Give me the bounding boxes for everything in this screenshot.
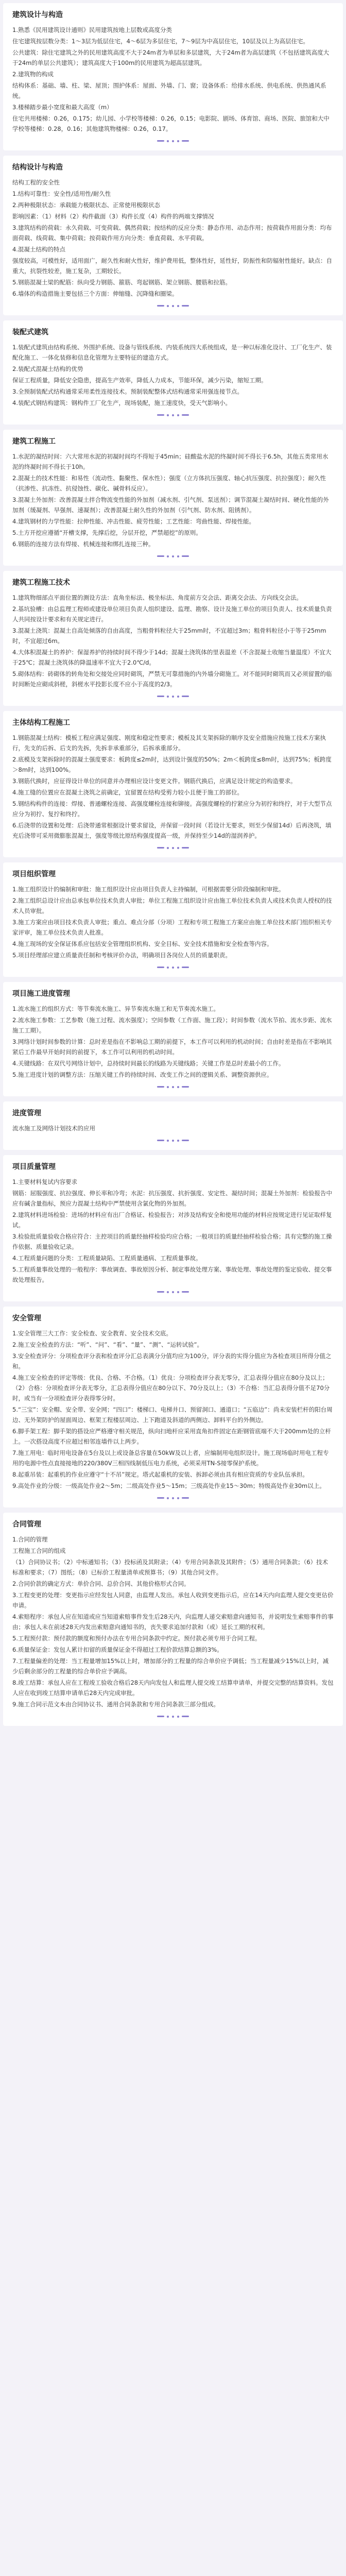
section-paragraph: 3.检验批质量验收合格应符合：主控项目的质量经抽样检验均应合格；一般项目的质量经抽样检验合格；具有完整的施工操作依据、质量验收记录。 [12, 1233, 332, 1250]
divider-dash-icon [157, 414, 164, 416]
divider-dot-icon [172, 555, 174, 557]
section-paragraph: 1.结构可靠性：安全性/适用性/耐久性 [12, 190, 111, 197]
divider-dot-icon [177, 1140, 179, 1142]
divider-dot-icon [167, 555, 169, 557]
section-card [3, 982, 343, 1096]
divider-dot-icon [167, 696, 169, 698]
section-divider [12, 1083, 334, 1090]
divider-dot-icon [172, 140, 174, 142]
divider-dot-icon [172, 967, 174, 969]
section-paragraph: 3.全预制装配式结构通常采用柔性连接技术。预制装配整体式结构通常采用强连接节点。 [12, 388, 243, 395]
divider-dot-icon [177, 967, 179, 969]
section-paragraph: 1.安全管理三大工作：安全检查、安全教育、安全技术交底。 [12, 1330, 172, 1337]
section-paragraph: 2.施工组织总设计应由总承包单位技术负责人审批；单位工程施工组织设计应由施工单位技术负责人或技术负责人授权的技术人员审批。 [12, 897, 332, 914]
divider-dot-icon [177, 1716, 179, 1718]
section-paragraph: 住宅共用楼梯：0.26，0.175；幼儿园、小学校等楼梯：0.26，0.15；电影院、剧场、体育馆、商场、医院、旅馆和大中学校等楼梯：0.28，0.16；其他建筑物楼梯：0.26，0.17。 [12, 115, 330, 132]
section-paragraph: 4.索赔程序：承包人应在知道或应当知道索赔事件发生后28天内，向监理人递交索赔意向通知书，并说明发生索赔事件的事由；承包人未在前述28天内发出索赔意向通知书的，丧失要求追加付款和（或）延长工期的权利。 [12, 1613, 334, 1631]
section-paragraph: 5.钢结构构件的连接：焊接、普通螺栓连接、高强度螺栓连接和铆接。高强度螺栓的拧紧应分为初拧和终拧，对于大型节点应分为初拧、复拧和终拧。 [12, 800, 332, 818]
section-title: 项目质量管理 [12, 1163, 56, 1171]
section-paragraph: 1.流水施工的组织方式：等节奏流水施工、异节奏流水施工和无节奏流水施工。 [12, 1005, 219, 1012]
section-paragraph: 1.水泥的凝结时间：六大常用水泥的初凝时间均不得短于45min；硅酸盐水泥的终凝时间不得长于6.5h，其他五类常用水泥的终凝时间不得长于10h。 [12, 453, 328, 470]
section-paragraph: 5.工程预付款：预付款的额度和预付办法在专用合同条款中约定。预付款必须专用于合同工程。 [12, 1635, 261, 1642]
section-paragraph: 2.装配式混凝土结构的优势 [12, 365, 83, 372]
section-card [3, 1101, 343, 1150]
section-paragraph: 3.网络计划时间参数的计算：总时差是指在不影响总工期的前提下，本工作可以利用的机动时间；自由时差是指在不影响其紧后工作最早开始时间的前提下，本工作可以利用的机动时间。 [12, 1038, 332, 1056]
divider-dash-icon [157, 1140, 164, 1141]
section-paragraph: 1.钢筋混凝土结构：模板工程应满足强度、刚度和稳定性要求；模板及其支架拆除的顺序及安全措施应按施工技术方案执行，先支的后拆、后支的先拆，先拆非承重部分，后拆承重部分。 [12, 734, 326, 752]
divider-dash-icon [157, 1497, 164, 1499]
section-paragraph: 钢筋：屈服强度、抗拉强度、伸长率和冷弯；水泥：抗压强度、抗折强度、安定性、凝结时间；混凝土外加剂：检验报告中应有碱含量指标，预应力混凝土结构中严禁使用含氯化物的外加剂。 [12, 1190, 332, 1207]
section-divider [12, 692, 334, 700]
divider-dash-icon [157, 1291, 164, 1293]
section-paragraph: 住宅建筑按层数分类：1～3层为低层住宅，4～6层为多层住宅，7～9层为中高层住宅，10层及以上为高层住宅。 [12, 38, 309, 45]
divider-dash-icon [182, 847, 189, 849]
section-paragraph: 2.基坑验槽：由总监理工程师或建设单位项目负责人组织建设、监理、勘察、设计及施工单位的项目负责人、技术质量负责人共同按设计要求和有关规定进行。 [12, 605, 332, 623]
divider-dot-icon [177, 696, 179, 698]
divider-dot-icon [167, 967, 169, 969]
divider-dot-icon [177, 140, 179, 142]
divider-dot-icon [167, 305, 169, 307]
divider-dot-icon [172, 1291, 174, 1293]
divider-dash-icon [157, 140, 164, 142]
section-paragraph: 5.砌体结构：砖砌体的转角处和交接处应同时砌筑，严禁无可靠措施的内外墙分砌施工。对不能同时砌筑而又必须留置的临时间断处应砌成斜槎，斜槎水平投影长度不应小于高度的2/3。 [12, 670, 332, 688]
divider-dash-icon [182, 555, 189, 557]
divider-dot-icon [177, 1291, 179, 1293]
section-paragraph: 结构体系：基础、墙、柱、梁、屋顶；围护体系：屋面、外墙、门、窗；设备体系：给排水系统、供电系统、供热通风系统。 [12, 82, 326, 99]
divider-dash-icon [182, 1086, 189, 1088]
section-divider [12, 844, 334, 851]
section-paragraph: 7.施工用电：临时用电设备在5台及以上或设备总容量在50kW及以上者，应编制用电组织设计。施工现场临时用电工程专用的电源中性点直接接地的220/380V三相四线制低压电力系统，必须采用TN-S接零保护系统。 [12, 1449, 329, 1467]
section-paragraph: 2.建筑材料进场检验：进场的材料应有出厂合格证、检验报告；对涉及结构安全和使用功能的材料应按规定进行见证取样复试。 [12, 1211, 332, 1229]
section-paragraph: 6.脚手架工程：脚手架的搭设应严格遵守相关规范，纵向扫地杆应采用直角扣件固定在距钢管底端不大于200mm处的立杆上。一次搭设高度不应超过相邻连墙件以上两步。 [12, 1428, 331, 1445]
section-paragraph: 4.工程质量问题的分类：工程质量缺陷、工程质量通病、工程质量事故。 [12, 1255, 202, 1262]
section-card [3, 711, 343, 857]
divider-dash-icon [157, 1086, 164, 1088]
section-card [3, 571, 343, 706]
section-card [3, 1155, 343, 1301]
section-divider [12, 302, 334, 309]
divider-dash-icon [182, 414, 189, 416]
section-divider [12, 1713, 334, 1720]
section-paragraph: 工程施工合同的组成 [12, 1547, 66, 1554]
section-paragraph: 3.钢筋代换时，应征得设计单位的同意并办理相应设计变更文件。钢筋代换后，应满足设计规定的构造要求。 [12, 777, 297, 785]
section-paragraph: 5.“三宝”：安全帽、安全带、安全网；“四口”：楼梯口、电梯井口、预留洞口、通道口；“五临边”：尚未安装栏杆的阳台周边、无外架防护的屋面周边、框架工程楼层周边、上下跑道及斜道的两侧边、卸料平台的外侧边。 [12, 1406, 333, 1423]
section-paragraph: 1.主要材料复试内容要求 [12, 1178, 77, 1185]
divider-dot-icon [167, 1716, 169, 1718]
section-title: 项目施工进度管理 [12, 990, 70, 998]
section-paragraph: 1.合同的管理 [12, 1536, 48, 1543]
section-card [3, 1307, 343, 1507]
section-paragraph: 公共建筑：除住宅建筑之外的民用建筑高度不大于24m者为单层和多层建筑，大于24m者为高层建筑（不包括建筑高度大于24m的单层公共建筑）；建筑高度大于100m的民用建筑为超高层建筑。 [12, 49, 330, 66]
divider-dash-icon [157, 696, 164, 697]
section-divider [12, 1494, 334, 1501]
section-paragraph: 8.竣工结算：承包人应在工程竣工验收合格后28天内向发包人和监理人提交竣工结算申请单，并提交完整的结算资料。发包人应在收到竣工结算申请单后28天内完成审批。 [12, 1679, 334, 1697]
divider-dash-icon [182, 1716, 189, 1717]
section-paragraph: 3.施工方案应由项目技术负责人审批；重点、难点分部（分项）工程和专项工程施工方案应由施工单位技术部门组织相关专家评审，施工单位技术负责人批准。 [12, 919, 332, 936]
section-card [3, 862, 343, 977]
section-title: 建筑工程施工技术 [12, 579, 70, 587]
divider-dot-icon [167, 847, 169, 849]
section-card [3, 156, 343, 315]
divider-dot-icon [177, 847, 179, 849]
section-paragraph: 4.混凝土结构的特点 [12, 246, 65, 253]
section-title: 建筑设计与构造 [12, 11, 63, 19]
divider-dot-icon [172, 1497, 174, 1499]
section-paragraph: 5.项目经理部应建立质量责任制和考核评价办法，明确项目各岗位人员的质量职责。 [12, 952, 231, 959]
divider-dash-icon [182, 1140, 189, 1141]
divider-dash-icon [182, 967, 189, 968]
section-paragraph: 5.钢筋混凝土梁的配筋：纵向受力钢筋、箍筋、弯起钢筋、架立钢筋、腰筋和拉筋。 [12, 279, 231, 286]
section-paragraph: 4.装配式钢结构建筑：钢构件工厂化生产，现场装配，施工速度快，受天气影响小。 [12, 399, 231, 406]
section-title: 主体结构工程施工 [12, 719, 70, 727]
section-paragraph: 3.楼梯踏步最小宽度和最大高度（m） [12, 104, 113, 111]
section-paragraph: 3.混凝土外加剂：改善混凝土拌合物流变性能的外加剂（减水剂、引气剂、泵送剂）；调节混凝土凝结时间、硬化性能的外加剂（缓凝剂、早强剂、速凝剂）；改善混凝土耐久性的外加剂（引气剂、防水剂、阻锈剂）。 [12, 496, 329, 514]
section-paragraph: 2.两种极限状态：承载能力极限状态、正常使用极限状态 [12, 201, 160, 209]
divider-dot-icon [177, 414, 179, 416]
section-title: 进度管理 [12, 1109, 41, 1117]
section-paragraph: 强度较高，可模性好，适用面广，耐久性和耐火性好，维护费用低，整体性好，延性好，防振性和防辐射性能好。缺点：自重大，抗裂性较差，施工复杂，工期较长。 [12, 257, 332, 275]
divider-dot-icon [167, 1291, 169, 1293]
section-paragraph: 3.混凝土浇筑：混凝土自高处倾落的自由高度，当粗骨料粒径大于25mm时，不宜超过3m；粗骨料粒径小于等于25mm时，不宜超过6m。 [12, 627, 326, 645]
divider-dash-icon [157, 967, 164, 968]
divider-dot-icon [172, 847, 174, 849]
section-title: 装配式建筑 [12, 328, 48, 336]
section-paragraph: 4.施工现场的安全保证体系应包括安全管理组织机构、安全目标、安全技术措施和安全检查等内容。 [12, 940, 273, 947]
section-paragraph: 1.熟悉《民用建筑设计通则》民用建筑按地上层数或高度分类 [12, 26, 172, 33]
divider-dot-icon [177, 1086, 179, 1088]
section-paragraph: 流水施工及网络计划技术的应用 [12, 1125, 95, 1132]
section-divider [12, 137, 334, 144]
divider-dash-icon [157, 1716, 164, 1717]
divider-dash-icon [182, 140, 189, 142]
section-divider [12, 411, 334, 418]
section-paragraph: 4.施工缝的位置应在混凝土浇筑之前确定，宜留置在结构受剪力较小且便于施工的部位。 [12, 789, 243, 796]
section-paragraph: 5.工程质量事故处理的一般程序：事故调查、事故原因分析、制定事故处理方案、事故处理、事故处理的鉴定验收、提交事故处理报告。 [12, 1266, 332, 1283]
section-paragraph: 结构工程的安全性 [12, 179, 60, 186]
section-title: 安全管理 [12, 1314, 41, 1323]
section-paragraph: 4.建筑钢材的力学性能：拉伸性能、冲击性能、疲劳性能；工艺性能：弯曲性能、焊接性能。 [12, 518, 255, 525]
section-paragraph: 2.混凝土的技术性能：和易性（流动性、黏聚性、保水性）；强度（立方体抗压强度、轴心抗压强度、抗拉强度）；耐久性（抗渗性、抗冻性、抗侵蚀性、碳化、碱骨料反应）。 [12, 474, 326, 492]
section-paragraph: 1.建筑物细部点平面位置的测设方法：直角坐标法、极坐标法、角度前方交会法、距离交会法、方向线交会法。 [12, 594, 302, 601]
section-paragraph: 3.安全检查评分：分项检查评分表和检查评分汇总表满分分值均应为100分，评分表的实得分值应为各检查项目所得分值之和。 [12, 1352, 332, 1370]
section-paragraph: 2.合同价款的确定方式：单价合同、总价合同、其他价格形式合同。 [12, 1580, 190, 1587]
divider-dot-icon [172, 414, 174, 416]
section-paragraph: 2.流水施工参数：工艺参数（施工过程、流水强度）；空间参数（工作面、施工段）；时间参数（流水节拍、流水步距、流水施工工期）。 [12, 1016, 332, 1034]
section-card [3, 1513, 343, 1726]
divider-dot-icon [177, 305, 179, 307]
divider-dot-icon [172, 696, 174, 698]
divider-dot-icon [167, 140, 169, 142]
section-divider [12, 552, 334, 560]
section-card [3, 3, 343, 150]
section-paragraph: 9.施工合同示范文本由合同协议书、通用合同条款和专用合同条款三部分组成。 [12, 1701, 219, 1708]
section-paragraph: 5.土方开挖应遵循“开槽支撑，先撑后挖，分层开挖，严禁超挖”的原则。 [12, 529, 202, 536]
divider-dot-icon [167, 1086, 169, 1088]
divider-dash-icon [182, 1497, 189, 1499]
section-paragraph: 4.关键线路：在双代号网络计划中，总持续时间最长的线路为关键线路；关键工作是总时差最小的工作。 [12, 1060, 285, 1067]
section-paragraph: 4.施工安全检查的评定等级：优良、合格、不合格。（1）优良：分项检查评分表无零分，汇总表得分值应在80分及以上；（2）合格：分项检查评分表无零分，汇总表得分值应在80分以下、70分及以上；（3）不合格：当汇总表得分值不足70分时，或当有一分项检查评分表得零分时。 [12, 1374, 330, 1402]
divider-dash-icon [182, 696, 189, 697]
divider-dot-icon [167, 1497, 169, 1499]
divider-dash-icon [182, 1291, 189, 1293]
divider-dash-icon [157, 847, 164, 849]
divider-dot-icon [172, 305, 174, 307]
section-paragraph: 2.建筑物的构成 [12, 71, 54, 78]
section-paragraph: （1）合同协议书；（2）中标通知书；（3）投标函及其附录；（4）专用合同条款及其附件；（5）通用合同条款；（6）技术标准和要求；（7）图纸；（8）已标价工程量清单或预算书；（9）其他合同文件。 [12, 1558, 328, 1576]
divider-dash-icon [182, 305, 189, 307]
section-paragraph: 3.建筑结构的荷载：永久荷载、可变荷载、偶然荷载；按结构的反应分类：静态作用、动态作用；按荷载作用面分类：均布面荷载、线荷载、集中荷载；按荷载作用方向分类：垂直荷载、水平荷载。 [12, 224, 332, 242]
section-title: 建筑工程施工 [12, 437, 56, 446]
section-paragraph: 6.钢筋的连接方法有焊接、机械连接和绑扎连接三种。 [12, 540, 154, 548]
section-paragraph: 影响因素：（1）材料（2）构件截面（3）构件长度（4）构件的两端支撑情况 [12, 213, 214, 220]
section-title: 合同管理 [12, 1520, 41, 1529]
section-paragraph: 1.施工组织设计的编制和审批：施工组织设计应由项目负责人主持编制，可根据需要分阶段编制和审批。 [12, 886, 285, 893]
divider-dot-icon [172, 1140, 174, 1142]
section-paragraph: 2.施工安全检查的方法：“听”、“问”、“看”、“量”、“测”、“运转试验”。 [12, 1341, 203, 1348]
divider-dot-icon [172, 1086, 174, 1088]
section-paragraph: 5.施工进度计划的调整方法：压缩关键工作的持续时间、改变工作之间的逻辑关系、调整资源供应。 [12, 1071, 273, 1078]
divider-dash-icon [157, 305, 164, 307]
section-paragraph: 6.质量保证金：发包人累计扣留的质量保证金不得超过工程价款结算总额的3%。 [12, 1646, 223, 1653]
section-card [3, 430, 343, 566]
section-paragraph: 9.高处作业的分级：一级高处作业2～5m；二级高处作业5～15m；三级高处作业15～30m；特级高处作业30m以上。 [12, 1482, 325, 1489]
divider-dot-icon [167, 414, 169, 416]
section-paragraph: 保证工程质量，降低安全隐患，提高生产效率，降低人力成本，节能环保，减少污染，缩短工期。 [12, 377, 267, 384]
section-paragraph: 1.装配式建筑由结构系统、外围护系统、设备与管线系统、内装系统四大系统组成，是一种以标准化设计、工厂化生产、装配化施工、一体化装修和信息化管理为主要特征的建造方式。 [12, 344, 332, 361]
section-paragraph: 2.底模及支架拆除时的混凝土强度要求：板跨度≤2m时，达到设计强度的50%；2m＜板跨度≤8m时，达到75%；板跨度＞8m时，达到100%。 [12, 756, 332, 773]
divider-dot-icon [172, 1716, 174, 1718]
section-paragraph: 8.起重吊装：起重机的作业应遵守“十不吊”规定。塔式起重机的安装、拆卸必须由具有相应资质的专业队伍承担。 [12, 1471, 308, 1478]
section-title: 项目组织管理 [12, 870, 56, 878]
section-card [3, 320, 343, 425]
divider-dot-icon [177, 555, 179, 557]
section-divider [12, 1137, 334, 1144]
divider-dot-icon [167, 1140, 169, 1142]
section-paragraph: 6.后浇带的设置和处理：后浇带通常根据设计要求留设，并保留一段时间（若设计无要求，则至少保留14d）后再浇筑，填充后浇带可采用微膨胀混凝土，强度等级比原结构强度提高一级，并保持至少14d的湿润养护。 [12, 822, 332, 839]
section-paragraph: 4.大体积混凝土的养护：保湿养护的持续时间不得少于14d；混凝土浇筑体的里表温差（不含混凝土收缩当量温度）不宜大于25℃；混凝土浇筑体的降温速率不宜大于2.0℃/d。 [12, 649, 332, 666]
section-divider [12, 1288, 334, 1295]
section-divider [12, 963, 334, 971]
divider-dot-icon [177, 1497, 179, 1499]
section-paragraph: 7.工程量偏差的处理：当工程量增加15%以上时，增加部分的工程量的综合单价应予调低；当工程量减少15%以上时，减少后剩余部分的工程量的综合单价应予调高。 [12, 1657, 329, 1675]
section-paragraph: 6.墙体的构造措施主要包括三个方面：伸缩缝、沉降缝和圈梁。 [12, 290, 178, 297]
divider-dash-icon [157, 555, 164, 557]
section-title: 结构设计与构造 [12, 163, 63, 172]
section-paragraph: 3.工程变更的处理：变更指示应经发包人同意，由监理人发出。承包人收到变更指示后，应在14天内向监理人提交变更估价申请。 [12, 1591, 334, 1609]
